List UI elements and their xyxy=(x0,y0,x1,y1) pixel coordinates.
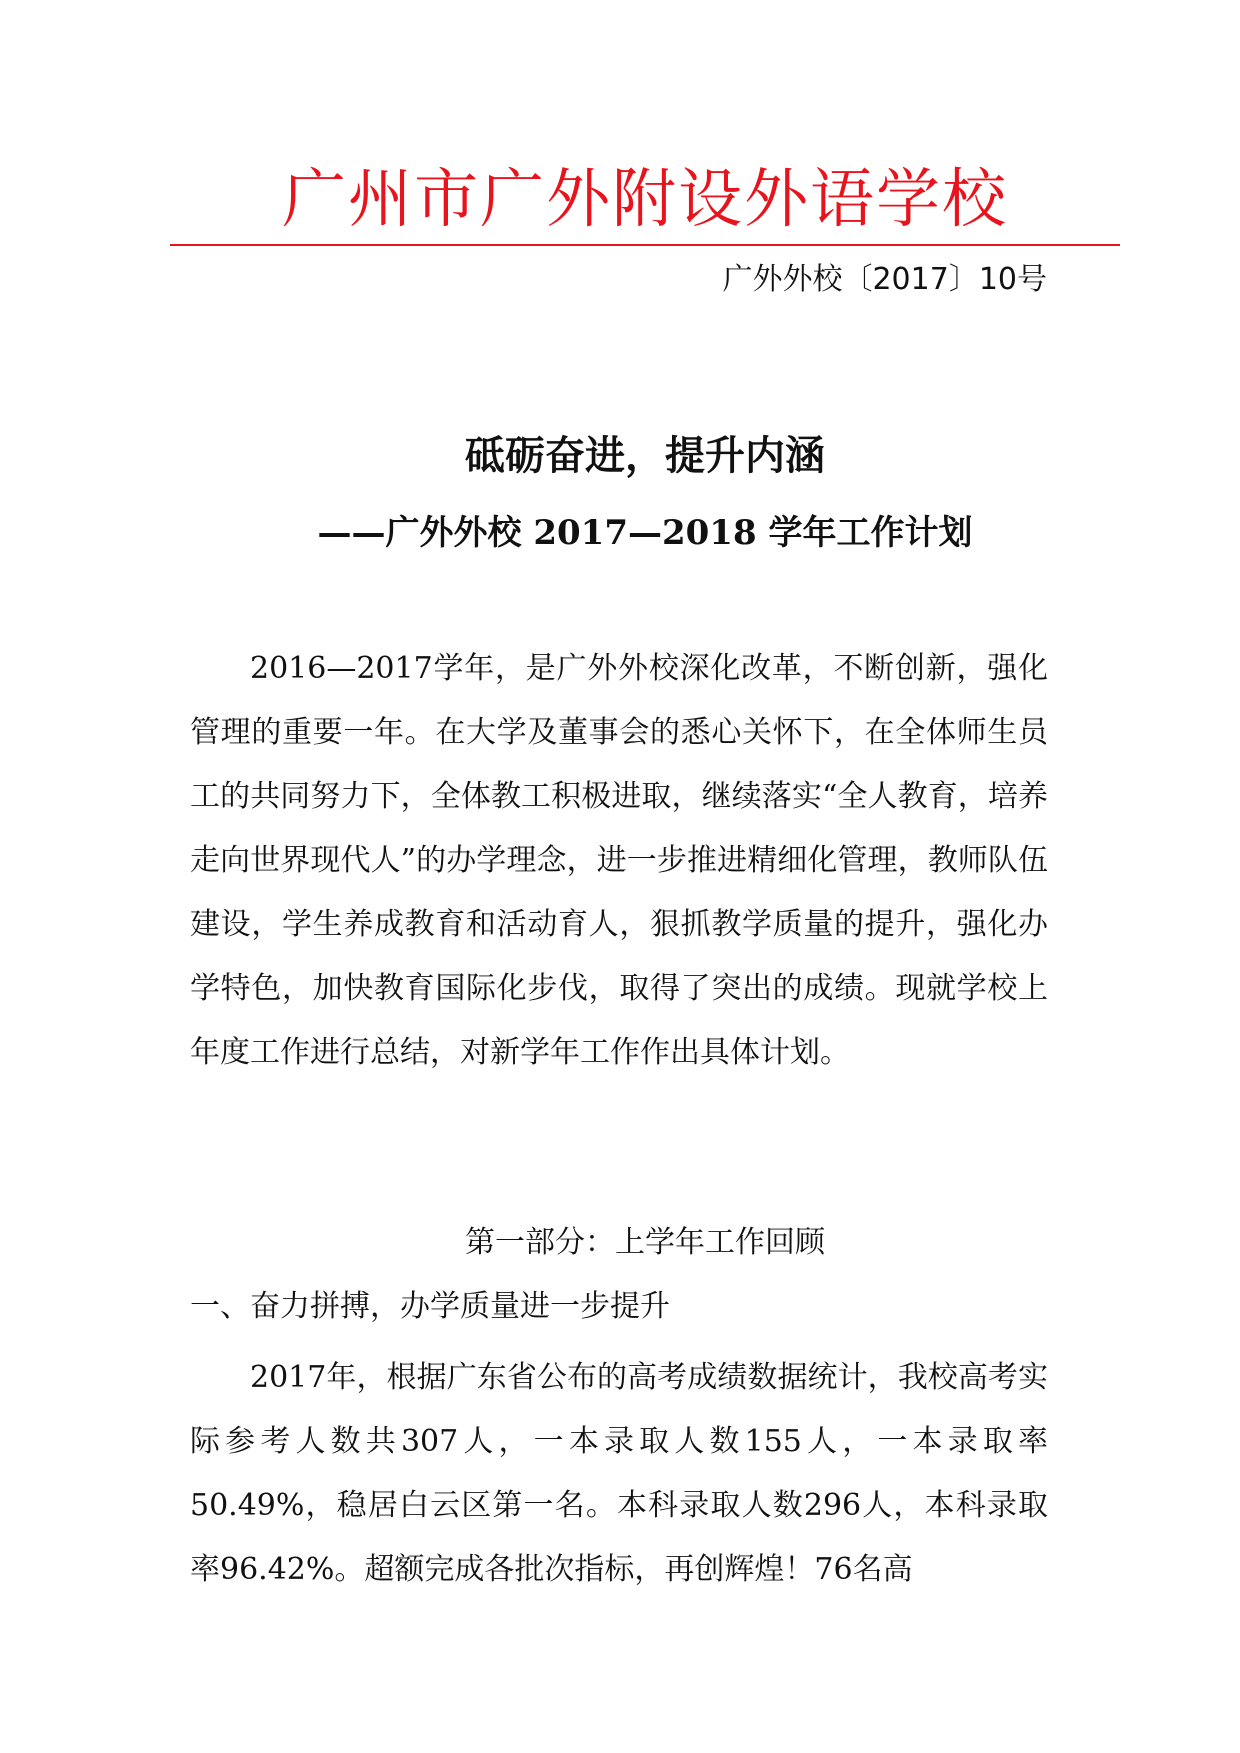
section-heading: 第一部分：上学年工作回顾 xyxy=(465,1225,825,1260)
document-number: 广外外校〔2017〕10号 xyxy=(722,262,1047,297)
sub-title: ——广外外校 2017—2018 学年工作计划 xyxy=(317,513,973,553)
subsection-heading: 一、奋力拼搏，办学质量进一步提升 xyxy=(190,1289,670,1324)
intro-paragraph: 2016—2017学年，是广外外校深化改革，不断创新，强化管理的重要一年。在大学及董事会的悉心关怀下，在全体师生员工的共同努力下，全体教工积极进取，继续落实“全人教育，培养走向世界现代人”的办学理念，进一步推进精细化管理，教师队伍建设，学生养成教育和活动育人，狠抓教学质量的提升，强化办学特色，加快教育国际化步伐，取得了突出的成绩。现就学校上年度工作进行总结，对新学年工作作出具体计划。 xyxy=(190,651,1048,1070)
main-title: 砥砺奋进，提升内涵 xyxy=(465,432,825,479)
school-masthead: 广州市广外附设外语学校 xyxy=(282,163,1008,237)
red-divider-rule xyxy=(170,244,1120,246)
subsection-paragraph: 2017年，根据广东省公布的高考成绩数据统计，我校高考实际参考人数共307人，一本录取人数155人，一本录取率50.49%，稳居白云区第一名。本科录取人数296人，本科录取率96.42%。超额完成各批次指标，再创辉煌！76名高 xyxy=(190,1360,1048,1587)
